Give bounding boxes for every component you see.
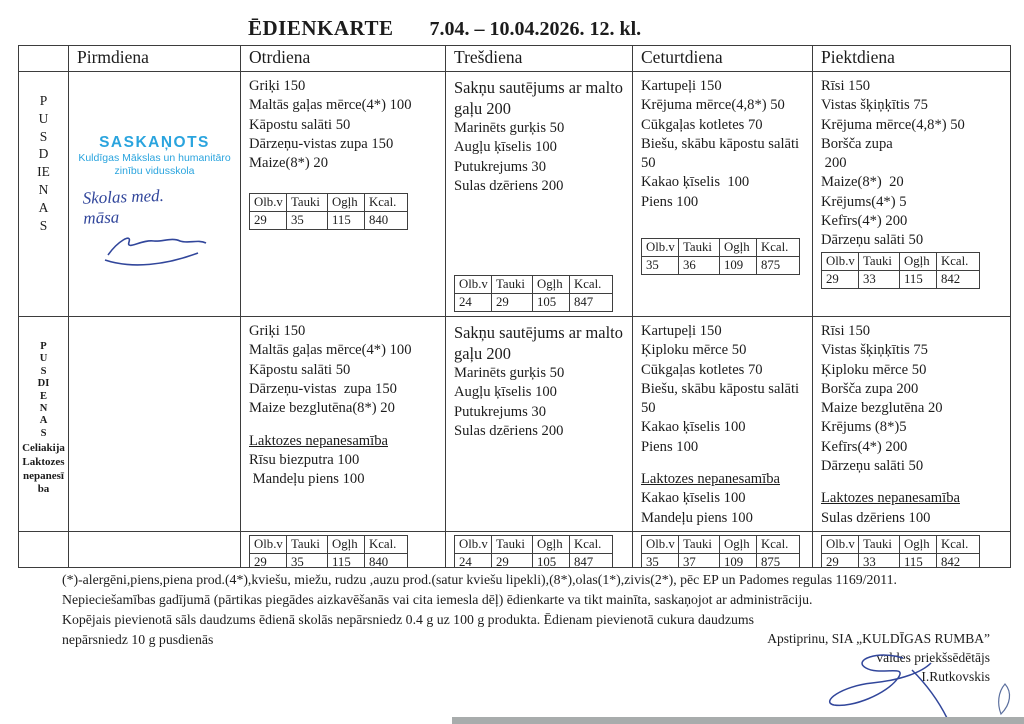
handwritten-line1: Skolas med. [82,186,165,208]
strip-cell-piektdiena [813,532,1011,568]
lunch-cell-ceturtdiena [633,72,813,317]
approval-role: valdes priekšsēdētājs [876,649,990,665]
strip-cell-ceturtdiena [633,532,813,568]
menu-table [18,45,1011,568]
special-cell-ceturtdiena [633,317,813,532]
nutrition-header-row: Olb.v Tauki Ogļh Kcal. [821,535,979,553]
approval-block [767,630,990,687]
lunch-section-label [19,72,69,317]
scan-artifact-bar [452,717,1024,724]
nutrition-value-row: 29 35 115 840 [249,211,407,229]
menu-items: Rīsi 150 Vistas šķiņķītis 75 Ķiploku mērce 50 Boršča zupa 200 Maize bezglutēna 20 Krējums (8*)5 Kefīrs(4*) 200 Dārzeņu salāti 50 Laktozes nepanesamība Sulas dzēriens 100 [821,323,960,526]
day-header-piektdiena: Piektdiena [813,46,1011,72]
nutrition-table [454,535,612,568]
approval-stamp-title: SASKAŅOTS [99,134,210,151]
menu-items: Rīsi 150 Vistas šķiņķītis 75 Krējuma mērce(4,8*) 50 Boršča zupa 200 Maize(8*) 20 Krējums(4*) 5 Kefīrs(4*) 200 Dārzeņu salāti 50 [821,78,965,248]
handwritten-note [82,184,240,230]
nutrition-header-row: Olb.v Tauki Ogļh Kcal. [454,275,612,293]
sugar-limit-note: nepārsniedz 10 g pusdienās [62,632,214,648]
nutrition-header-row: Olb.v Tauki Ogļh Kcal. [641,238,799,256]
nutrition-value-row: 24 29 105 847 [454,553,612,568]
special-cell-pirmdiena [69,317,241,532]
nutrition-table [249,535,407,568]
day-header-otrdiena: Otrdiena [241,46,446,72]
nutrition-header-row: Olb.v Tauki Ogļh Kcal. [454,535,612,553]
strip-label-cell [19,532,69,568]
nutrition-header-row: Olb.v Tauki Ogļh Kcal. [821,252,979,270]
nutrition-table [821,535,979,568]
lunch-cell-otrdiena [241,72,446,317]
nutrition-value-row: 35 36 109 875 [641,256,799,274]
menu-items: Kartupeļi 150 Ķiploku mērce 50 Cūkgaļas kotletes 70 Biešu, skābu kāpostu salāti 50 Kakao ķīselis 100 Piens 100 Laktozes nepanesamība Kakao ķīselis 100 Mandeļu piens 100 [641,323,800,526]
nutrition-value-row: 35 37 109 875 [641,553,799,568]
salt-sugar-note: Kopējais pievienotā sāls daudzums ēdienā skolās nepārsniedz 0.4 g uz 100 g produkta. Ēdienam pievienotā cukura daudzums [62,612,754,628]
nutrition-header-row: Olb.v Tauki Ogļh Kcal. [249,535,407,553]
nutrition-table [454,275,612,311]
day-header-pirmdiena: Pirmdiena [69,46,241,72]
change-policy-note: Nepieciešamības gadījumā (pārtikas piegādes aizkavēšanās vai cita iemesla dēļ) ēdienkarte va tikt mainīta, saskaņojot ar administrāciju. [62,592,813,608]
nutrition-header-row: Olb.v Tauki Ogļh Kcal. [249,193,407,211]
lunch-cell-pirmdiena [69,72,241,317]
nutrition-value-row: 29 33 115 842 [821,270,979,288]
nutrition-table [821,252,979,288]
day-header-ceturtdiena: Ceturtdiena [633,46,813,72]
special-cell-tresdiena [446,317,633,532]
special-vertical-label: PUSDIENAS [37,341,50,439]
nutrition-value-row: 29 35 115 840 [249,553,407,568]
day-header-tresdiena: Trešdiena [446,46,633,72]
menu-items: Kartupeļi 150 Krējuma mērce(4,8*) 50 Cūkgaļas kotletes 70 Biešu, skābu kāpostu salāti 50 Kakao ķīselis 100 Piens 100 [641,78,800,210]
special-cell-otrdiena [241,317,446,532]
nutrition-table [641,238,799,274]
nurse-signature-icon [102,227,212,267]
date-range: 7.04. – 10.04.2026. 12. kl. [429,18,642,40]
lunch-cell-tresdiena [446,72,633,317]
menu-items: Griķi 150 Maltās gaļas mērce(4*) 100 Kāpostu salāti 50 Dārzeņu-vistas zupa 150 Maize(8*) 20 [249,78,412,171]
special-section-label [19,317,69,532]
menu-items: Sakņu sautējums ar malto gaļu 200 Marinēts gurķis 50 Augļu ķīselis 100 Putukrejums 30 Sulas dzēriens 200 [454,78,623,194]
nutrition-value-row: 24 29 105 847 [454,293,612,311]
strip-cell-otrdiena [241,532,446,568]
menu-items: Sakņu sautējums ar malto gaļu 200 Marinēts gurķis 50 Augļu ķīselis 100 Putukrejums 30 Sulas dzēriens 200 [454,323,623,439]
page-title: ĒDIENKARTE [248,16,394,40]
corner-header-cell [19,46,69,72]
nutrition-header-row: Olb.v Tauki Ogļh Kcal. [641,535,799,553]
nutrition-table [641,535,799,568]
nutrition-table [249,193,407,229]
strip-cell-tresdiena [446,532,633,568]
approval-stamp-line2: Kuldīgas Mākslas un humanitāro [78,152,231,164]
special-cell-piektdiena [813,317,1011,532]
document-header [248,16,641,41]
approval-stamp-line3: zinību vidusskola [114,165,195,178]
lunch-vertical-label: PUSDIENAS [37,93,50,233]
special-sublabel: Celiakija Laktozes nepanesī ba [22,442,65,496]
approval-company: Apstiprinu, SIA „KULDĪGAS RUMBA” [767,631,990,646]
nutrition-value-row: 29 33 115 842 [821,553,979,568]
strip-cell-pirmdiena [69,532,241,568]
allergen-note: (*)-alergēni,piens,piena prod.(4*),kviešu, miežu, rudzu ,auzu prod.(satur kviešu lipekli),(8*),olas(1*),zivis(2*), pēc EP un Padomes regulas 1169/2011. [62,572,898,587]
lunch-cell-piektdiena [813,72,1011,317]
handwritten-line2: māsa [83,208,120,229]
menu-items: Griķi 150 Maltās gaļas mērce(4*) 100 Kāpostu salāti 50 Dārzeņu-vistas zupa 150 Maize bezglutēna(8*) 20 Laktozes nepanesamība Rīsu biezputra 100 Mandeļu piens 100 [249,323,412,488]
approval-name: I.Rutkovskis [921,668,990,684]
